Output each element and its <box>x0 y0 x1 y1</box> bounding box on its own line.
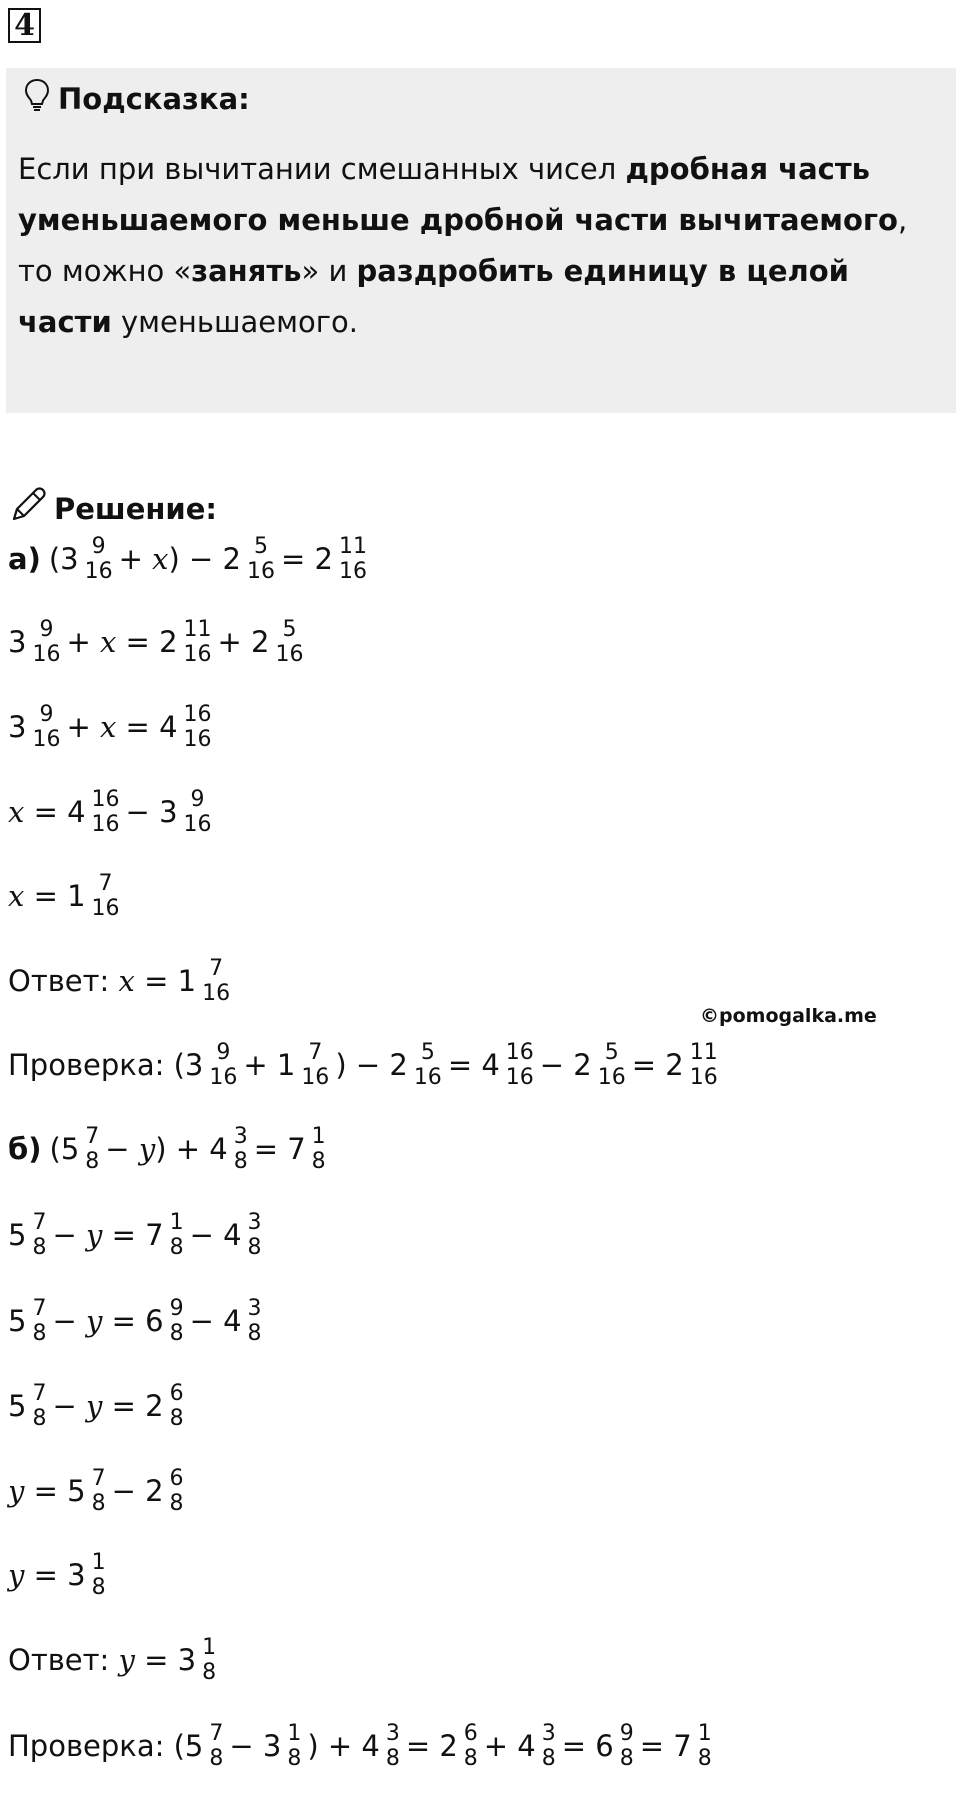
variable: y <box>85 1304 103 1339</box>
math-text: = 4 <box>447 1048 500 1083</box>
fraction-numerator: 11 <box>338 534 367 559</box>
math-text: − <box>52 1218 86 1253</box>
fraction-numerator: 1 <box>311 1124 326 1149</box>
fraction-denominator: 8 <box>697 1746 712 1772</box>
fraction-denominator: 16 <box>183 727 212 753</box>
fraction <box>90 787 122 838</box>
fraction-numerator: 5 <box>604 1040 619 1065</box>
solution-title <box>8 485 217 532</box>
fraction-numerator: 3 <box>247 1210 262 1235</box>
hint-text <box>18 144 928 348</box>
fraction-denominator: 8 <box>32 1406 47 1432</box>
fraction-numerator: 16 <box>505 1040 534 1065</box>
fraction <box>90 1550 108 1601</box>
fraction-numerator: 16 <box>183 702 212 727</box>
fraction-numerator: 16 <box>91 787 120 812</box>
math-line <box>8 871 126 922</box>
fraction-numerator: 7 <box>91 1466 106 1491</box>
fraction-denominator: 8 <box>463 1746 478 1772</box>
fraction <box>30 1381 48 1432</box>
math-text: (3 <box>48 542 79 577</box>
math-text: = 7 <box>639 1729 692 1764</box>
hint-segment: уменьшаемого. <box>111 305 358 339</box>
fraction <box>310 1124 328 1175</box>
fraction <box>232 1124 250 1175</box>
fraction <box>168 1466 186 1517</box>
fraction <box>696 1721 714 1772</box>
fraction-denominator: 8 <box>91 1575 106 1601</box>
math-line <box>8 1635 222 1686</box>
hint-segment: , то можно « <box>18 203 908 288</box>
fraction <box>30 1210 48 1261</box>
part-label: а) <box>8 542 41 577</box>
math-text: + 4 <box>483 1729 536 1764</box>
fraction-numerator: 9 <box>190 787 205 812</box>
hint-segment: Если при вычитании смешанных чисел <box>18 152 626 186</box>
fraction <box>83 534 115 585</box>
fraction <box>168 1210 186 1261</box>
fraction-denominator: 8 <box>311 1149 326 1175</box>
math-text: − 3 <box>125 795 178 830</box>
lightbulb-icon <box>24 78 50 119</box>
fraction-numerator: 3 <box>385 1721 400 1746</box>
fraction-numerator: 7 <box>308 1040 323 1065</box>
fraction <box>30 1296 48 1347</box>
math-text: − 3 <box>229 1729 282 1764</box>
fraction <box>384 1721 402 1772</box>
fraction-numerator: 9 <box>91 534 106 559</box>
fraction <box>540 1721 558 1772</box>
fraction-numerator: 7 <box>98 871 113 896</box>
fraction <box>200 1635 218 1686</box>
fraction <box>285 1721 303 1772</box>
fraction-numerator: 7 <box>32 1381 47 1406</box>
math-text: + <box>66 710 100 745</box>
fraction <box>246 1210 264 1261</box>
math-text: − 2 <box>539 1048 592 1083</box>
fraction-denominator: 16 <box>91 812 120 838</box>
fraction-numerator: 7 <box>209 956 224 981</box>
fraction-numerator: 3 <box>233 1124 248 1149</box>
fraction <box>596 1040 628 1091</box>
math-line <box>8 1210 268 1261</box>
fraction <box>337 534 369 585</box>
fraction-numerator: 1 <box>697 1721 712 1746</box>
math-line <box>8 617 310 668</box>
part-label: б) <box>8 1132 42 1167</box>
math-text: + 2 <box>217 625 270 660</box>
variable: y <box>85 1218 103 1253</box>
math-text: 5 <box>8 1389 27 1424</box>
fraction-numerator: 11 <box>183 617 212 642</box>
fraction-numerator: 7 <box>32 1210 47 1235</box>
fraction-denominator: 8 <box>541 1746 556 1772</box>
math-text: − <box>52 1304 86 1339</box>
fraction <box>207 1040 239 1091</box>
math-text: Ответ: <box>8 964 119 999</box>
fraction-denominator: 8 <box>169 1235 184 1261</box>
fraction <box>462 1721 480 1772</box>
variable: x <box>152 542 169 577</box>
fraction <box>182 617 214 668</box>
math-text: Ответ: <box>8 1643 119 1678</box>
hint-box <box>6 68 956 413</box>
math-text: 5 <box>8 1218 27 1253</box>
math-text: = 2 <box>631 1048 684 1083</box>
fraction <box>90 1466 108 1517</box>
fraction <box>299 1040 331 1091</box>
variable: x <box>118 964 135 999</box>
math-text: = 6 <box>102 1304 164 1339</box>
variable: y <box>118 1643 135 1678</box>
fraction-denominator: 16 <box>597 1065 626 1091</box>
math-text: = 1 <box>24 879 86 914</box>
fraction-denominator: 16 <box>32 727 61 753</box>
fraction <box>412 1040 444 1091</box>
math-line <box>8 787 218 838</box>
fraction-numerator: 6 <box>169 1466 184 1491</box>
math-line <box>8 702 218 753</box>
fraction-denominator: 8 <box>209 1746 224 1772</box>
fraction-denominator: 8 <box>385 1746 400 1772</box>
fraction-denominator: 8 <box>169 1491 184 1517</box>
fraction-denominator: 8 <box>32 1235 47 1261</box>
fraction-numerator: 7 <box>85 1124 100 1149</box>
math-line <box>8 1296 268 1347</box>
math-line <box>8 1550 112 1601</box>
math-text: = 3 <box>24 1558 86 1593</box>
hint-segment: » и <box>301 254 357 288</box>
fraction-denominator: 16 <box>32 642 61 668</box>
math-text: 3 <box>8 625 27 660</box>
math-text: = 2 <box>280 542 333 577</box>
fraction <box>30 617 62 668</box>
fraction <box>83 1124 101 1175</box>
fraction-numerator: 5 <box>282 617 297 642</box>
variable: y <box>85 1389 103 1424</box>
fraction-numerator: 9 <box>39 617 54 642</box>
fraction-denominator: 8 <box>233 1149 248 1175</box>
math-text: + 1 <box>243 1048 296 1083</box>
fraction-denominator: 16 <box>183 642 212 668</box>
hint-title <box>24 78 250 119</box>
math-text: − <box>105 1132 139 1167</box>
variable: x <box>8 795 25 830</box>
fraction-numerator: 5 <box>420 1040 435 1065</box>
fraction <box>90 871 122 922</box>
fraction-denominator: 16 <box>689 1065 718 1091</box>
math-text: = 7 <box>102 1218 164 1253</box>
hint-emphasis: дробная часть уменьшаемого меньше дробной части вычитаемого <box>18 152 898 237</box>
math-text: − 4 <box>189 1218 242 1253</box>
variable: x <box>99 625 117 660</box>
fraction-denominator: 16 <box>505 1065 534 1091</box>
math-line <box>8 956 236 1007</box>
fraction <box>246 1296 264 1347</box>
fraction <box>274 617 306 668</box>
fraction <box>245 534 277 585</box>
fraction-numerator: 1 <box>287 1721 302 1746</box>
math-text: = 7 <box>253 1132 306 1167</box>
fraction-denominator: 16 <box>275 642 304 668</box>
fraction-numerator: 1 <box>91 1550 106 1575</box>
fraction-denominator: 8 <box>169 1406 184 1432</box>
solution-title-text: Решение: <box>54 491 218 526</box>
math-text: ) − 2 <box>335 1048 408 1083</box>
variable: x <box>99 710 117 745</box>
math-text: 3 <box>8 710 27 745</box>
fraction-numerator: 7 <box>209 1721 224 1746</box>
math-text: = 4 <box>24 795 86 830</box>
math-text: ) − 2 <box>168 542 241 577</box>
fraction <box>168 1296 186 1347</box>
fraction-denominator: 16 <box>338 559 367 585</box>
math-text: = 4 <box>116 710 178 745</box>
fraction-numerator: 7 <box>32 1296 47 1321</box>
fraction-denominator: 8 <box>619 1746 634 1772</box>
math-text: (5 <box>49 1132 80 1167</box>
hint-emphasis: раздробить единицу в целой части <box>18 254 849 339</box>
fraction-numerator: 9 <box>169 1296 184 1321</box>
task-number: 4 <box>8 8 41 43</box>
fraction-denominator: 8 <box>169 1321 184 1347</box>
math-line <box>8 1381 190 1432</box>
math-text: = 1 <box>134 964 197 999</box>
math-line <box>8 534 373 585</box>
variable: x <box>8 879 25 914</box>
fraction-denominator: 8 <box>287 1746 302 1772</box>
hint-emphasis: занять <box>191 254 302 288</box>
fraction <box>688 1040 720 1091</box>
math-line <box>8 1466 190 1517</box>
math-text: Проверка: (5 <box>8 1729 204 1764</box>
variable: y <box>8 1474 25 1509</box>
fraction <box>200 956 232 1007</box>
fraction <box>182 787 214 838</box>
fraction-denominator: 16 <box>202 981 231 1007</box>
math-line <box>8 1040 724 1091</box>
math-text: + <box>66 625 100 660</box>
watermark: ©pomogalka.me <box>700 1005 877 1027</box>
math-text: = 2 <box>102 1389 164 1424</box>
math-text: − 4 <box>189 1304 242 1339</box>
math-text: ) + 4 <box>155 1132 228 1167</box>
math-text: = 2 <box>405 1729 458 1764</box>
fraction-denominator: 8 <box>247 1321 262 1347</box>
fraction-numerator: 1 <box>202 1635 217 1660</box>
math-text: − <box>52 1389 86 1424</box>
fraction <box>618 1721 636 1772</box>
fraction <box>504 1040 536 1091</box>
fraction-denominator: 8 <box>247 1235 262 1261</box>
variable: y <box>8 1558 25 1593</box>
math-text: − 2 <box>111 1474 164 1509</box>
math-text: Проверка: (3 <box>8 1048 204 1083</box>
fraction-denominator: 16 <box>301 1065 330 1091</box>
fraction-denominator: 8 <box>85 1149 100 1175</box>
fraction <box>182 702 214 753</box>
fraction-denominator: 8 <box>91 1491 106 1517</box>
fraction-denominator: 8 <box>202 1660 217 1686</box>
fraction-denominator: 16 <box>84 559 113 585</box>
fraction <box>168 1381 186 1432</box>
fraction-numerator: 3 <box>247 1296 262 1321</box>
math-text: = 5 <box>24 1474 86 1509</box>
math-text: = 3 <box>134 1643 197 1678</box>
math-text: = 6 <box>561 1729 614 1764</box>
fraction-numerator: 1 <box>169 1210 184 1235</box>
math-text: = 2 <box>116 625 178 660</box>
hint-title-text: Подсказка: <box>58 81 250 116</box>
fraction <box>207 1721 225 1772</box>
fraction-denominator: 8 <box>32 1321 47 1347</box>
math-text: + <box>118 542 153 577</box>
fraction-numerator: 6 <box>169 1381 184 1406</box>
fraction-numerator: 5 <box>253 534 268 559</box>
math-line <box>8 1124 332 1175</box>
fraction-denominator: 16 <box>91 896 120 922</box>
fraction-numerator: 3 <box>541 1721 556 1746</box>
fraction-numerator: 9 <box>619 1721 634 1746</box>
fraction-denominator: 16 <box>183 812 212 838</box>
fraction-numerator: 9 <box>39 702 54 727</box>
variable: y <box>138 1132 156 1167</box>
math-line <box>8 1721 718 1772</box>
math-text: 5 <box>8 1304 27 1339</box>
fraction-numerator: 9 <box>216 1040 231 1065</box>
pencil-icon <box>8 485 48 532</box>
fraction <box>30 702 62 753</box>
fraction-denominator: 16 <box>413 1065 442 1091</box>
fraction-numerator: 6 <box>463 1721 478 1746</box>
math-text: ) + 4 <box>307 1729 380 1764</box>
fraction-denominator: 16 <box>246 559 275 585</box>
fraction-denominator: 16 <box>209 1065 238 1091</box>
fraction-numerator: 11 <box>689 1040 718 1065</box>
